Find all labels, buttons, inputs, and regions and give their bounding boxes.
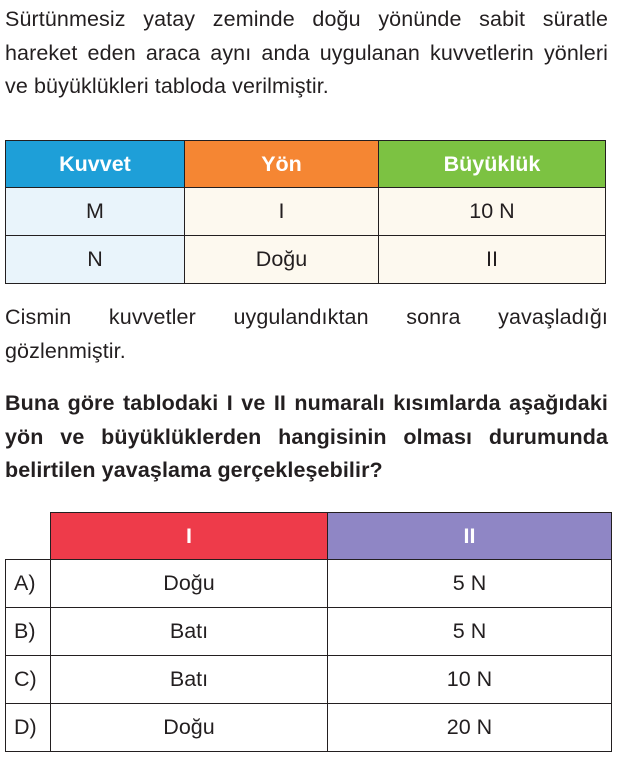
option-letter: D) bbox=[6, 704, 51, 752]
header-kuvvet: Kuvvet bbox=[6, 141, 185, 188]
question-paragraph: Buna göre tablodaki I ve II numaralı kısımlarda aşağıdaki yön ve büyüklüklerden hangisinin olması durumunda belirtilen yavaşlama gerçekleşebilir? bbox=[5, 391, 608, 482]
option-direction: Batı bbox=[51, 656, 328, 704]
option-magnitude: 20 N bbox=[328, 704, 612, 752]
table-row bbox=[6, 188, 606, 236]
observation-paragraph: Cismin kuvvetler uygulandıktan sonra yavaşladığı gözlenmiştir. bbox=[5, 305, 608, 363]
options-header-row bbox=[6, 513, 612, 560]
option-row-c[interactable] bbox=[6, 656, 612, 704]
option-magnitude: 10 N bbox=[328, 656, 612, 704]
header-buyukluk: Büyüklük bbox=[379, 141, 606, 188]
option-magnitude: 5 N bbox=[328, 560, 612, 608]
option-magnitude: 5 N bbox=[328, 608, 612, 656]
option-row-a[interactable] bbox=[6, 560, 612, 608]
options-table bbox=[5, 512, 612, 752]
header-i: I bbox=[51, 513, 328, 560]
option-direction: Batı bbox=[51, 608, 328, 656]
header-ii: II bbox=[328, 513, 612, 560]
option-letter: B) bbox=[6, 608, 51, 656]
option-letter: A) bbox=[6, 560, 51, 608]
option-direction: Doğu bbox=[51, 704, 328, 752]
header-yon: Yön bbox=[185, 141, 379, 188]
table-row bbox=[6, 236, 606, 284]
force-name-cell: M bbox=[6, 188, 185, 236]
option-row-b[interactable] bbox=[6, 608, 612, 656]
magnitude-cell: 10 N bbox=[379, 188, 606, 236]
intro-paragraph: Sürtünmesiz yatay zeminde doğu yönünde sabit süratle hareket eden araca aynı anda uygulanan kuvvetlerin yönleri ve büyüklükleri tabloda verilmiştir. bbox=[5, 7, 608, 98]
option-row-d[interactable] bbox=[6, 704, 612, 752]
force-name-cell: N bbox=[6, 236, 185, 284]
direction-cell: Doğu bbox=[185, 236, 379, 284]
direction-cell: I bbox=[185, 188, 379, 236]
option-direction: Doğu bbox=[51, 560, 328, 608]
magnitude-cell: II bbox=[379, 236, 606, 284]
force-table-header-row bbox=[6, 141, 606, 188]
force-table bbox=[5, 140, 606, 284]
empty-corner-cell bbox=[6, 513, 51, 560]
option-letter: C) bbox=[6, 656, 51, 704]
